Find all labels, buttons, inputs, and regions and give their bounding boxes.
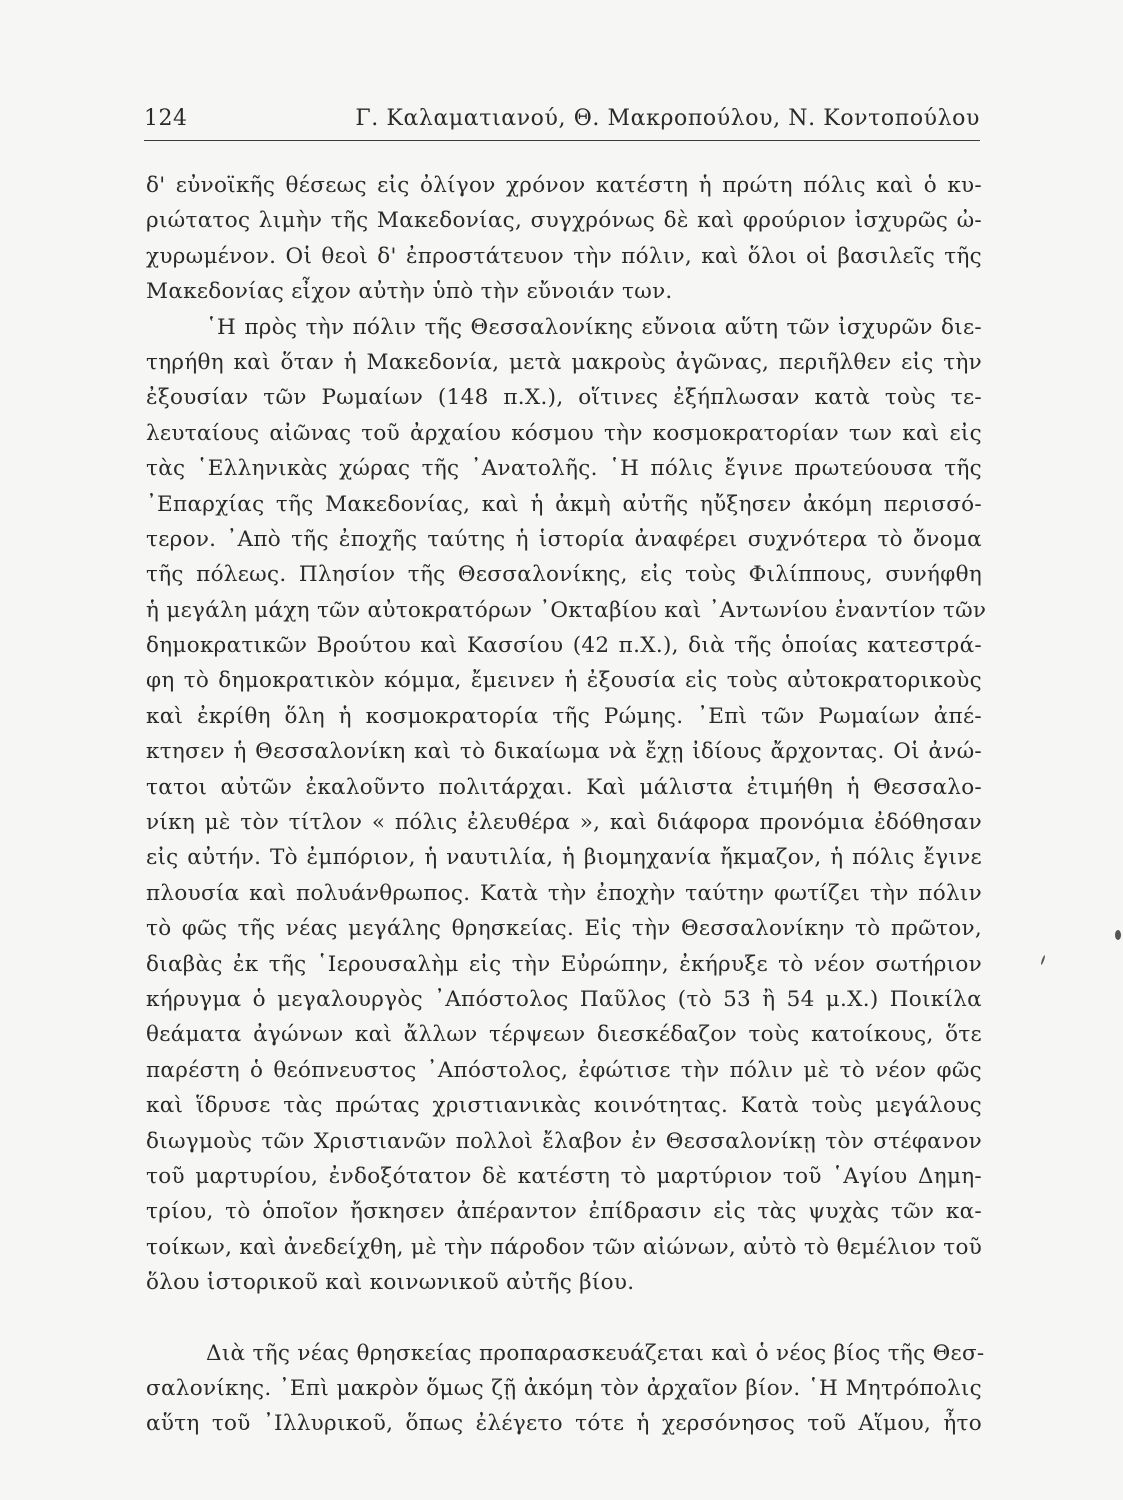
- text-line: τὸ φῶς τῆς νέας μεγάλης θρησκείας. Εἰς τὴν Θεσσαλονίκην τὸ πρῶτον,: [146, 916, 982, 942]
- text-line: νίκη μὲ τὸν τίτλον « πόλις ἐλευθέρα », καὶ διάφορα προνόμια ἐδόθησαν: [146, 810, 982, 836]
- text-line: εἰς αὐτήν. Τὸ ἐμπόριον, ἡ ναυτιλία, ἡ βιομηχανία ἤκμαζον, ἡ πόλις ἔγινε: [146, 845, 982, 871]
- text-line: λευταίους αἰῶνας τοῦ ἀρχαίου κόσμου τὴν κοσμοκρατορίαν των καὶ εἰς: [146, 420, 982, 446]
- text-line: ὅλου ἱστορικοῦ καὶ κοινωνικοῦ αὐτῆς βίου.: [146, 1270, 635, 1296]
- text-line: φη τὸ δημοκρατικὸν κόμμα, ἔμεινεν ἡ ἐξουσία εἰς τοὺς αὐτοκρατορικοὺς: [146, 668, 982, 694]
- text-line: διαβὰς ἐκ τῆς ῾Ιερουσαλὴμ εἰς τὴν Εὐρώπην, ἐκήρυξε τὸ νέον σωτήριον: [146, 951, 982, 977]
- text-line: ἐξουσίαν τῶν Ρωμαίων (148 π.Χ.), οἵτινες ἐξήπλωσαν κατὰ τοὺς τε-: [146, 385, 982, 411]
- text-line: τῆς πόλεως. Πλησίον τῆς Θεσσαλονίκης, εἰς τοὺς Φιλίππους, συνήφθη: [146, 562, 982, 588]
- text-line: τηρήθη καὶ ὅταν ἡ Μακεδονία, μετὰ μακροὺς ἀγῶνας, περιῆλθεν εἰς τὴν: [146, 349, 982, 375]
- text-line: παρέστη ὁ θεόπνευστος ᾿Απόστολος, ἐφώτισε τὴν πόλιν μὲ τὸ νέον φῶς: [146, 1057, 982, 1083]
- text-line: τατοι αὐτῶν ἐκαλοῦντο πολιτάρχαι. Καὶ μάλιστα ἐτιμήθη ἡ Θεσσαλο-: [146, 774, 982, 800]
- text-line: τοῦ μαρτυρίου, ἐνδοξότατον δὲ κατέστη τὸ μαρτύριον τοῦ ῾Αγίου Δημη-: [146, 1163, 982, 1189]
- text-line: κήρυγμα ὁ μεγαλουργὸς ᾿Απόστολος Παῦλος (τὸ 53 ἢ 54 μ.Χ.) Ποικίλα: [146, 986, 982, 1012]
- text-line: ῾Η πρὸς τὴν πόλιν τῆς Θεσσαλονίκης εὔνοια αὕτη τῶν ἰσχυρῶν διε-: [206, 314, 982, 340]
- text-line: καὶ ἵδρυσε τὰς πρώτας χριστιανικὰς κοινότητας. Κατὰ τοὺς μεγάλους: [146, 1093, 982, 1119]
- text-line: κτησεν ἡ Θεσσαλονίκη καὶ τὸ δικαίωμα νὰ ἔχῃ ἰδίους ἄρχοντας. Οἱ ἀνώ-: [146, 739, 982, 765]
- text-line: τερον. ᾿Απὸ τῆς ἐποχῆς ταύτης ἡ ἱστορία ἀναφέρει συχνότερα τὸ ὄνομα: [146, 526, 982, 552]
- text-line: θεάματα ἀγώνων καὶ ἄλλων τέρψεων διεσκέδαζον τοὺς κατοίκους, ὅτε: [146, 1022, 982, 1048]
- scan-speck: [1040, 955, 1045, 965]
- text-line: ριώτατος λιμὴν τῆς Μακεδονίας, συγχρόνως δὲ καὶ φρούριον ἰσχυρῶς ὠ-: [146, 208, 982, 234]
- text-line: πλουσία καὶ πολυάνθρωπος. Κατὰ τὴν ἐποχὴν ταύτην φωτίζει τὴν πόλιν: [146, 880, 982, 906]
- text-line: χυρωμένον. Οἱ θεοὶ δ' ἐπροστάτευον τὴν πόλιν, καὶ ὅλοι οἱ βασιλεῖς τῆς: [146, 243, 982, 269]
- text-line: δ' εὐνοϊκῆς θέσεως εἰς ὀλίγον χρόνον κατέστη ἡ πρώτη πόλις καὶ ὁ κυ-: [146, 173, 982, 198]
- text-line: ᾿Επαρχίας τῆς Μακεδονίας, καὶ ἡ ἀκμὴ αὐτῆς ηὔξησεν ἀκόμη περισσό-: [146, 491, 982, 517]
- text-line: τοίκων, καὶ ἀνεδείχθη, μὲ τὴν πάροδον τῶν αἰώνων, αὐτὸ τὸ θεμέλιον τοῦ: [146, 1234, 983, 1260]
- paragraph-gap: [146, 1301, 982, 1336]
- text-line: διωγμοὺς τῶν Χριστιανῶν πολλοὶ ἔλαβον ἐν Θεσσαλονίκῃ τὸν στέφανον: [146, 1128, 982, 1154]
- text-line: Μακεδονίας εἶχον αὐτὴν ὑπὸ τὴν εὔνοιάν των.: [146, 279, 673, 305]
- text-line: αὕτη τοῦ ᾿Ιλλυρικοῦ, ὅπως ἐλέγετο τότε ἡ χερσόνησος τοῦ Αἵμου, ἦτο: [146, 1411, 982, 1437]
- header-authors: Γ. Καλαματιανού, Θ. Μακροπούλου, Ν. Κοντοπούλου: [355, 106, 980, 131]
- text-line: ἡ μεγάλη μάχη τῶν αὐτοκρατόρων ᾿Οκταβίου καὶ ᾿Αντωνίου ἐναντίον τῶν: [146, 597, 987, 623]
- running-header: [144, 98, 980, 141]
- text-line: σαλονίκης. ᾿Επὶ μακρὸν ὅμως ζῇ ἀκόμη τὸν ἀρχαῖον βίον. ῾Η Μητρόπολις: [146, 1375, 982, 1401]
- text-line: δημοκρατικῶν Βρούτου καὶ Κασσίου (42 π.Χ.), διὰ τῆς ὁποίας κατεστρά-: [146, 633, 982, 659]
- scan-speck: [1115, 930, 1121, 940]
- text-line: τὰς ῾Ελληνικὰς χώρας τῆς ᾿Ανατολῆς. ῾Η πόλις ἔγινε πρωτεύουσα τῆς: [146, 456, 982, 482]
- body-text: [146, 168, 987, 1442]
- text-line: καὶ ἐκρίθη ὅλη ἡ κοσμοκρατορία τῆς Ρώμης. ᾿Επὶ τῶν Ρωμαίων ἀπέ-: [146, 703, 982, 729]
- text-line: Διὰ τῆς νέας θρησκείας προπαρασκευάζεται καὶ ὁ νέος βίος τῆς Θεσ-: [206, 1340, 985, 1366]
- text-line: τρίου, τὸ ὁποῖον ἤσκησεν ἀπέραντον ἐπίδρασιν εἰς τὰς ψυχὰς τῶν κα-: [146, 1199, 982, 1225]
- page-number: 124: [144, 106, 188, 131]
